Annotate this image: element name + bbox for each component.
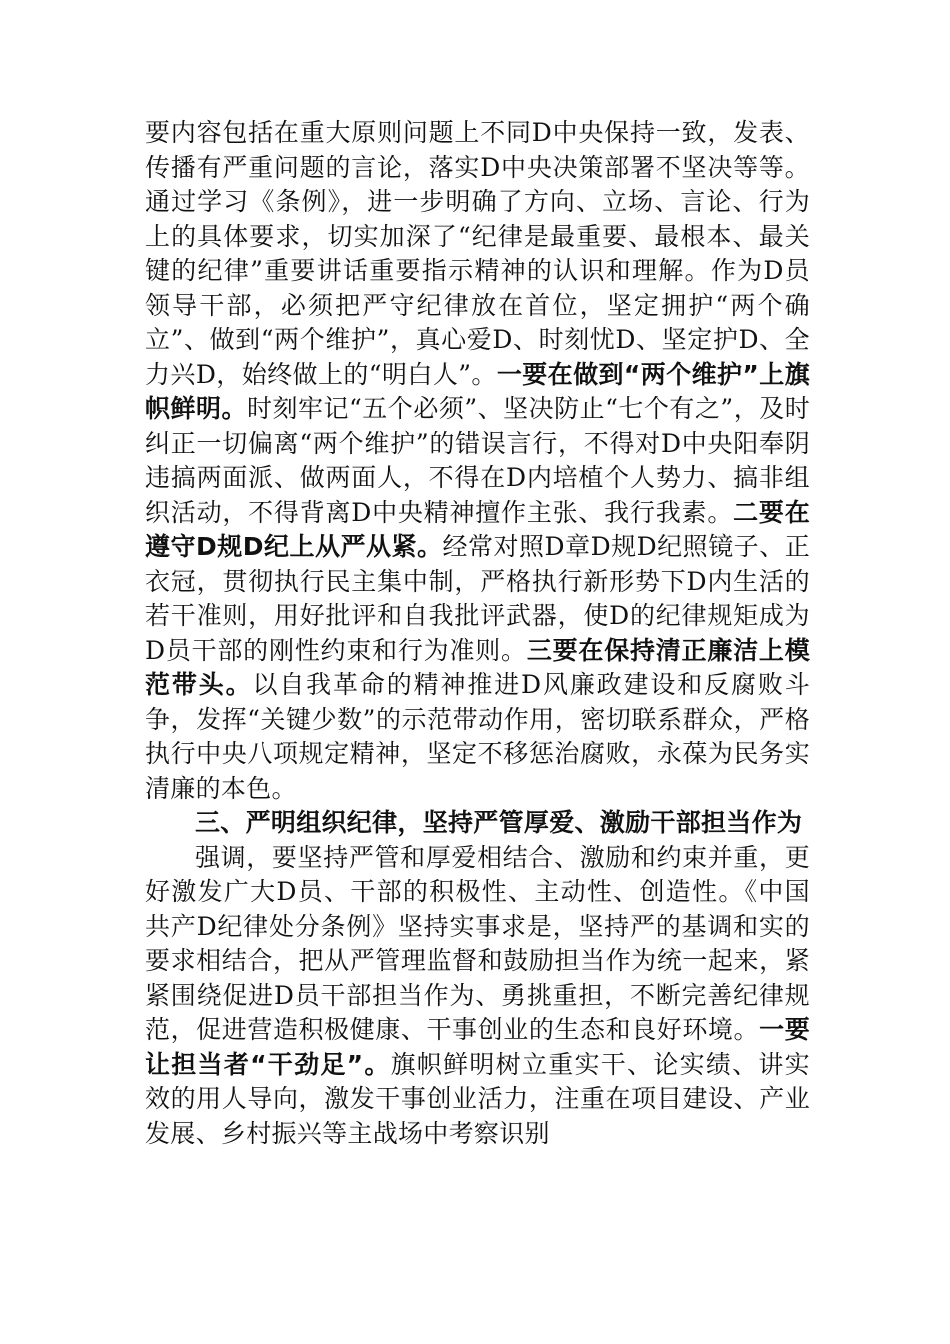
bold-point-one: 一要让担当者“干劲足”。 — [145, 1015, 810, 1079]
paragraph-text: 强调，要坚持严管和厚爱相结合、激励和约束并重，更好激发广大D员、干部的积极性、主动性、创造性。《中国共产D纪律处分条例》坚持实事求是，坚持严的基调和实的要求相结合，把从严管理监督和鼓励担当作为统一起来，紧紧围绕促进D员干部担当作为、勇挑重担，不断完善纪律规范，促进营造积极健康、干事创业的生态和良好环境。 — [145, 842, 810, 1044]
paragraph-text: 要内容包括在重大原则问题上不同D中央保持一致，发表、传播有严重问题的言论，落实D中央决策部署不坚决等等。通过学习《条例》，进一步明确了方向、立场、言论、行为上的具体要求，切实加深了“纪律是最重要、最根本、最关键的纪律”重要讲话重要指示精神的认识和理解。作为D员领导干部，必须把严守纪律放在首位，坚定拥护“两个确立”、做到“两个维护”，真心爱D、时刻忧D、坚定护D、全力兴D，始终做上的“明白人”。 — [145, 118, 810, 389]
bold-point-two: 二要在遵守D规D纪上从严从紧。 — [145, 497, 810, 561]
paragraph-text: 时刻牢记“五个必须”、坚决防止“七个有之”，及时纠正一切偏离“两个维护”的错误言行，不得对D中央阳奉阴违搞两面派、做两面人，不得在D内培植个人势力、搞非组织活动，不得背离D中央精神擅作主张、我行我素。 — [145, 394, 810, 527]
paragraph-text: 旗帜鲜明树立重实干、论实绩、讲实效的用人导向，激发干事创业活力，注重在项目建设、产业发展、乡村振兴等主战场中考察识别 — [145, 1049, 810, 1148]
document-page — [145, 116, 810, 1151]
paragraph-discipline-organizational — [145, 841, 810, 1152]
section-heading: 三、严明组织纪律，坚持严管厚爱、激励干部担当作为 — [195, 808, 803, 837]
paragraph-discipline-political — [145, 116, 810, 806]
bold-point-three: 三要在保持清正廉洁上模范带头。 — [145, 635, 811, 699]
paragraph-text: 经常对照D章D规D纪照镜子、正衣冠，贯彻执行民主集中制，严格执行新形势下D内生活的若干准则，用好批评和自我批评武器，使D的纪律规矩成为D员干部的刚性约束和行为准则。 — [145, 532, 810, 665]
bold-point-one: 一要在做到“两个维护”上旗帜鲜明。 — [145, 359, 810, 423]
paragraph-text: 以自我革命的精神推进D风廉政建设和反腐败斗争，发挥“关键少数”的示范带动作用，密切联系群众，严格执行中央八项规定精神，坚定不移惩治腐败，永葆为民务实清廉的本色。 — [145, 670, 810, 803]
